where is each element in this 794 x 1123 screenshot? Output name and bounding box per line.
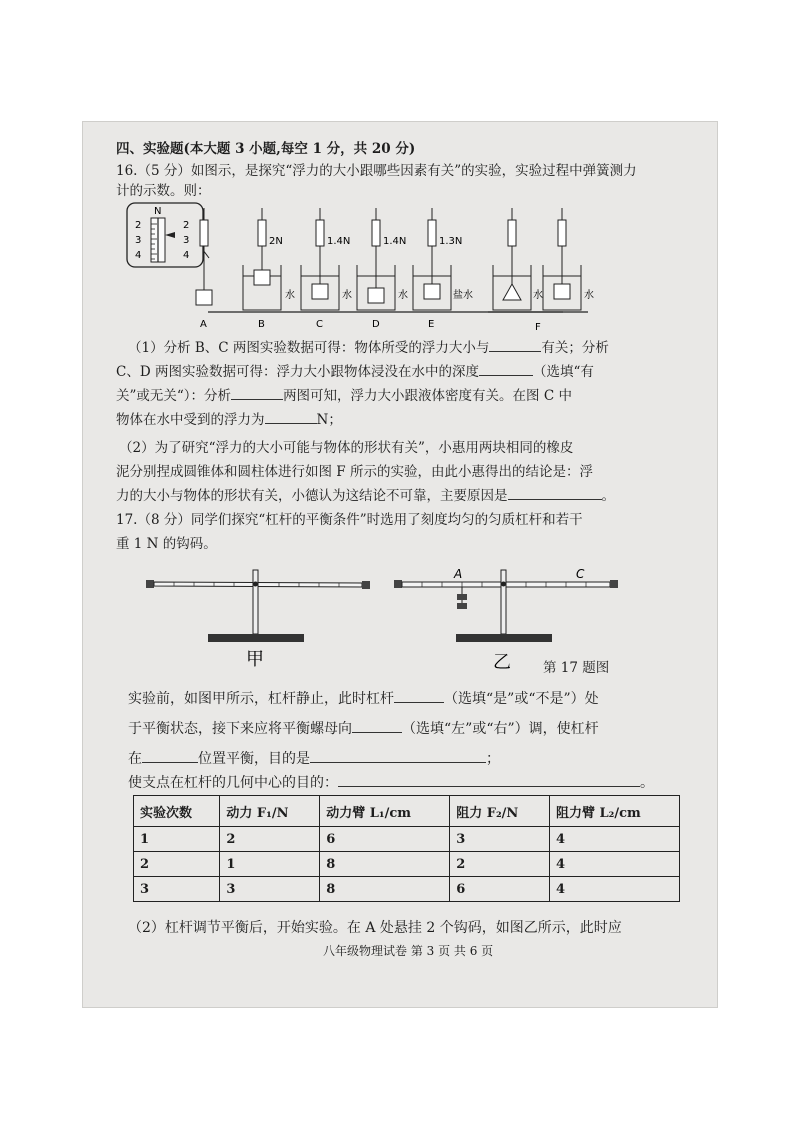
panel-label-d: D bbox=[372, 319, 380, 330]
q16-p2-line2: 泥分别捏成圆锥体和圆柱体进行如图 F 所示的实验，由此小惠得出的结论是：浮 bbox=[116, 464, 593, 480]
q17-intro-line2: 重 1 N 的钩码。 bbox=[116, 536, 217, 552]
scale-unit: N bbox=[154, 206, 162, 217]
table-cell: 3 bbox=[134, 877, 220, 902]
answer-blank-7[interactable] bbox=[352, 718, 402, 733]
liquid-label-e: 盐水 bbox=[453, 290, 473, 301]
table-cell: 2 bbox=[134, 852, 220, 877]
lever-jia bbox=[146, 570, 370, 670]
answer-blank-8[interactable] bbox=[142, 748, 198, 763]
reading-b: 2N bbox=[269, 236, 283, 247]
panel-label-f: F bbox=[535, 322, 541, 333]
q16-p2-line3: 力的大小与物体的形状有关，小德认为这结论不可靠，主要原因是 。 bbox=[116, 484, 615, 504]
reading-c: 1.4N bbox=[327, 236, 351, 247]
table-cell: 8 bbox=[320, 877, 450, 902]
answer-blank-2[interactable] bbox=[479, 362, 533, 377]
table-row bbox=[134, 877, 680, 902]
table-header-cell: 阻力臂 L₂/cm bbox=[550, 796, 680, 827]
scale-tick-right-2: 4 bbox=[183, 250, 190, 261]
reading-e: 1.3N bbox=[439, 236, 463, 247]
q16-p2-line1: （2）为了研究“浮力的大小可能与物体的形状有关”，小惠用两块相同的橡皮 bbox=[119, 440, 574, 456]
scale-tick-left-1: 3 bbox=[135, 235, 142, 246]
table-cell: 3 bbox=[220, 877, 320, 902]
table-cell: 4 bbox=[550, 877, 680, 902]
q16-p1-line4: 物体在水中受到的浮力为 N； bbox=[116, 408, 342, 428]
panel-d bbox=[357, 208, 395, 310]
panel-c bbox=[301, 208, 339, 310]
table-cell: 1 bbox=[134, 827, 220, 852]
fig-label-jia: 甲 bbox=[246, 649, 264, 670]
table-cell: 2 bbox=[220, 827, 320, 852]
panel-label-c: C bbox=[316, 319, 323, 330]
q16-p1-line1: （1）分析 B、C 两图实验数据可得：物体所受的浮力大小与 有关；分析 bbox=[128, 336, 609, 356]
q16-intro-line2: 计的示数。则： bbox=[116, 183, 211, 199]
exam-page bbox=[82, 121, 718, 1008]
answer-blank-5[interactable] bbox=[508, 486, 602, 501]
scale-tick-left-0: 2 bbox=[135, 220, 142, 231]
answer-blank-9[interactable] bbox=[310, 748, 486, 763]
table-header-cell: 实验次数 bbox=[134, 796, 220, 827]
buoyancy-experiment-figure bbox=[123, 200, 683, 340]
table-header-row bbox=[134, 796, 680, 827]
table-cell: 6 bbox=[450, 877, 550, 902]
q17-line1: 实验前，如图甲所示，杠杆静止，此时杠杆 （选填“是”或“不是”）处 bbox=[128, 688, 599, 708]
answer-blank-1[interactable] bbox=[489, 338, 541, 353]
table-cell: 2 bbox=[450, 852, 550, 877]
answer-blank-4[interactable] bbox=[265, 410, 317, 425]
liquid-label-d: 水 bbox=[398, 290, 408, 301]
table-row bbox=[134, 827, 680, 852]
scale-tick-left-2: 4 bbox=[135, 250, 142, 261]
reading-d: 1.4N bbox=[383, 236, 407, 247]
table-cell: 4 bbox=[550, 827, 680, 852]
q17-line3: 在 位置平衡，目的是 ； bbox=[128, 748, 500, 768]
q16-p1-line2: C、D 两图实验数据可得：浮力大小跟物体浸没在水中的深度 （选填“有 bbox=[116, 360, 594, 380]
table-cell: 8 bbox=[320, 852, 450, 877]
q17-line4: 使支点在杠杆的几何中心的目的： 。 bbox=[128, 772, 654, 792]
panel-e bbox=[413, 208, 451, 310]
q16-intro-line1: 16.（5 分）如图示，是探究“浮力的大小跟哪些因素有关”的实验，实验过程中弹簧测力 bbox=[116, 163, 637, 179]
table-header-cell: 动力 F₁/N bbox=[220, 796, 320, 827]
fig-label-yi: 乙 bbox=[493, 652, 511, 673]
answer-blank-10[interactable] bbox=[338, 772, 640, 787]
point-c-label: C bbox=[576, 567, 585, 581]
liquid-label-c: 水 bbox=[342, 290, 352, 301]
q16-p1-line3: 关”或无关“）：分析 两图可知，浮力大小跟液体密度有关。在图 C 中 bbox=[116, 384, 572, 404]
panel-label-a: A bbox=[200, 319, 207, 330]
table-header-cell: 动力臂 L₁/cm bbox=[320, 796, 450, 827]
table-cell: 4 bbox=[550, 852, 680, 877]
panel-label-b: B bbox=[258, 319, 265, 330]
panel-b bbox=[243, 208, 281, 310]
table-row bbox=[134, 852, 680, 877]
figure-caption: 第 17 题图 bbox=[543, 660, 610, 676]
scale-tick-right-1: 3 bbox=[183, 235, 190, 246]
q17-intro-line1: 17.（8 分）同学们探究“杠杆的平衡条件”时选用了刻度均匀的匀质杠杆和若干 bbox=[116, 512, 583, 528]
answer-blank-3[interactable] bbox=[231, 386, 283, 401]
scale-inset bbox=[127, 203, 209, 267]
lever-data-table bbox=[133, 795, 680, 902]
page-footer: 八年级物理试卷 第 3 页 共 6 页 bbox=[323, 944, 494, 958]
panel-label-e: E bbox=[428, 319, 435, 330]
table-cell: 1 bbox=[220, 852, 320, 877]
table-header-cell: 阻力 F₂/N bbox=[450, 796, 550, 827]
point-a-label: A bbox=[454, 567, 463, 581]
answer-blank-6[interactable] bbox=[394, 688, 444, 703]
liquid-label-f2: 水 bbox=[584, 290, 594, 301]
liquid-label-f1: 水 bbox=[533, 290, 543, 301]
scale-tick-right-0: 2 bbox=[183, 220, 190, 231]
panel-a bbox=[196, 208, 212, 305]
q17-p2-line: （2）杠杆调节平衡后，开始实验。在 A 处悬挂 2 个钩码，如图乙所示，此时应 bbox=[128, 920, 622, 936]
q17-line2: 于平衡状态，接下来应将平衡螺母向 （选填“左”或“右”）调，使杠杆 bbox=[128, 718, 599, 738]
table-cell: 6 bbox=[320, 827, 450, 852]
section-title: 四、实验题(本大题 3 小题,每空 1 分，共 20 分) bbox=[116, 141, 416, 157]
table-cell: 3 bbox=[450, 827, 550, 852]
liquid-label-b: 水 bbox=[285, 290, 295, 301]
